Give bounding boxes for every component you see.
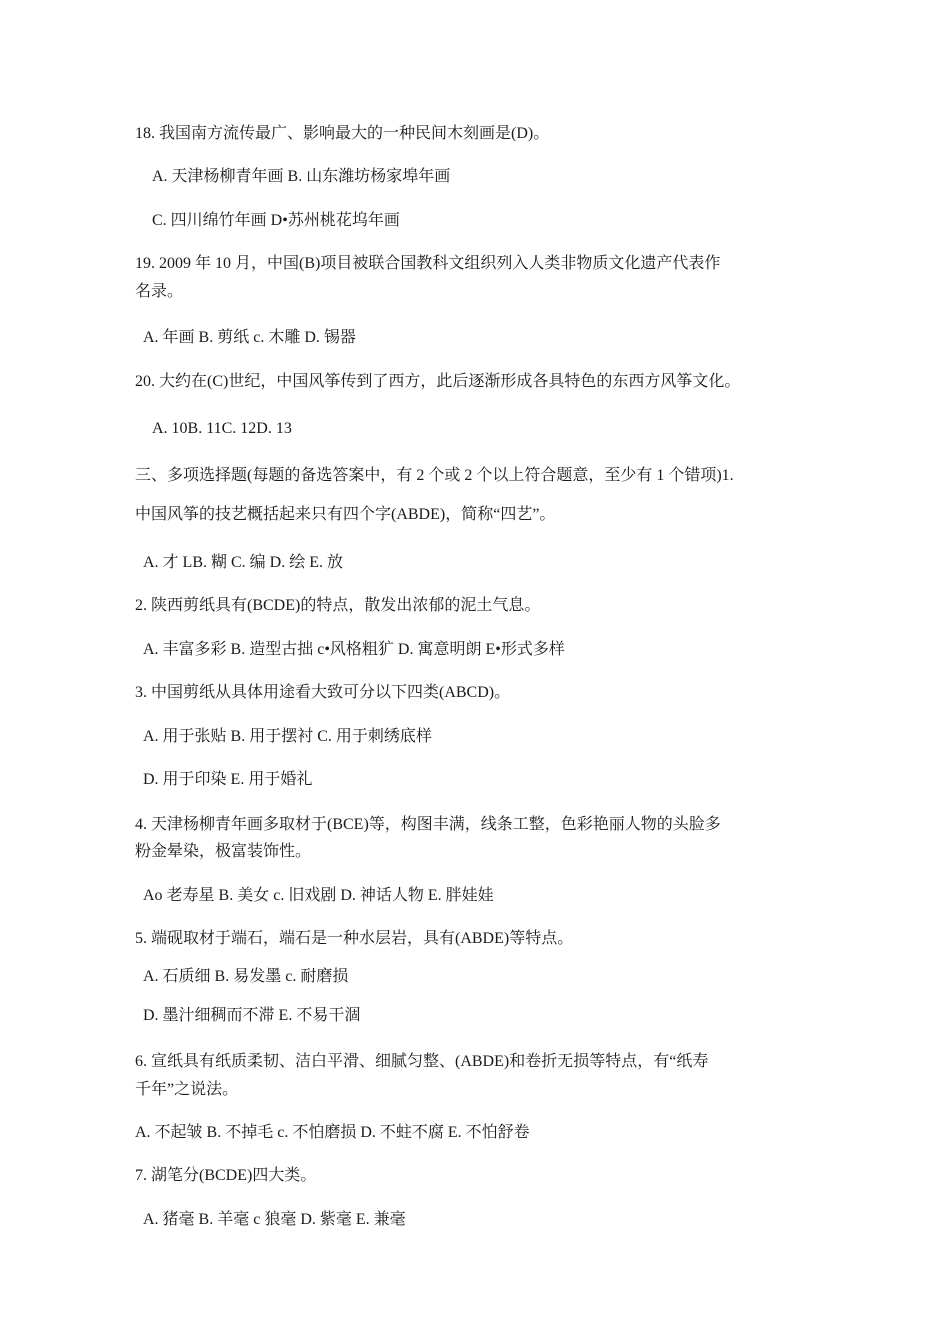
m7-text: 7. 湖笔分(BCDE)四大类。	[135, 1167, 317, 1184]
m4-text-line2: 粉金晕染，极富装饰性。	[135, 843, 312, 860]
m4-text-line1: 4. 天津杨柳青年画多取材于(BCE)等，构图丰满，线条工整，色彩艳丽人物的头脸多	[135, 816, 721, 833]
m5-options-abc: A. 石质细 B. 易发墨 c. 耐磨损	[143, 968, 349, 985]
m3-options-abc: A. 用于张贴 B. 用于摆衬 C. 用于刺绣底样	[143, 728, 432, 745]
m3-options-de: D. 用于印染 E. 用于婚礼	[143, 771, 313, 788]
m2-text: 2. 陕西剪纸具有(BCDE)的特点，散发出浓郁的泥土气息。	[135, 597, 541, 614]
q20-options: A. 10B. 11C. 12D. 13	[152, 420, 292, 437]
section-heading: 三、多项选择题(每题的备选答案中，有 2 个或 2 个以上符合题意，至少有 1 个错项)1.	[135, 467, 734, 484]
m6-options: A. 不起皱 B. 不掉毛 c. 不怕磨损 D. 不蛀不腐 E. 不怕舒卷	[135, 1124, 530, 1141]
m1-text: 中国风筝的技艺概括起来只有四个字(ABDE)，简称“四艺”。	[135, 506, 556, 523]
m6-text-line1: 6. 宣纸具有纸质柔韧、洁白平滑、细腻匀整、(ABDE)和卷折无损等特点，有“纸寿	[135, 1053, 709, 1070]
q19-text-line2: 名录。	[135, 283, 184, 300]
m2-options: A. 丰富多彩 B. 造型古拙 c•风格粗犷 D. 寓意明朗 E•形式多样	[143, 641, 565, 658]
m3-text: 3. 中国剪纸从具体用途看大致可分以下四类(ABCD)。	[135, 684, 511, 701]
m6-text-line2: 千年”之说法。	[135, 1081, 239, 1098]
m5-text: 5. 端砚取材于端石，端石是一种水层岩，具有(ABDE)等特点。	[135, 930, 574, 947]
q18-options-ab: A. 天津杨柳青年画 B. 山东潍坊杨家埠年画	[152, 168, 451, 185]
q18-options-cd: C. 四川绵竹年画 D•苏州桃花坞年画	[152, 212, 400, 229]
q18-text: 18. 我国南方流传最广、影响最大的一种民间木刻画是(D)。	[135, 125, 550, 142]
q19-options: A. 年画 B. 剪纸 c. 木雕 D. 锡器	[143, 329, 356, 346]
m4-options: Ao 老寿星 B. 美女 c. 旧戏剧 D. 神话人物 E. 胖娃娃	[143, 887, 494, 904]
q20-text: 20. 大约在(C)世纪，中国风筝传到了西方，此后逐渐形成各具特色的东西方风筝文化。	[135, 373, 741, 390]
m1-options: A. 才 LB. 糊 C. 编 D. 绘 E. 放	[143, 554, 344, 571]
m5-options-de: D. 墨汁细稠而不滞 E. 不易干涸	[143, 1007, 361, 1024]
q19-text-line1: 19. 2009 年 10 月，中国(B)项目被联合国教科文组织列入人类非物质文化遗产代表作	[135, 255, 721, 272]
m7-options: A. 猪毫 B. 羊毫 c 狼毫 D. 紫毫 E. 兼毫	[143, 1211, 406, 1228]
